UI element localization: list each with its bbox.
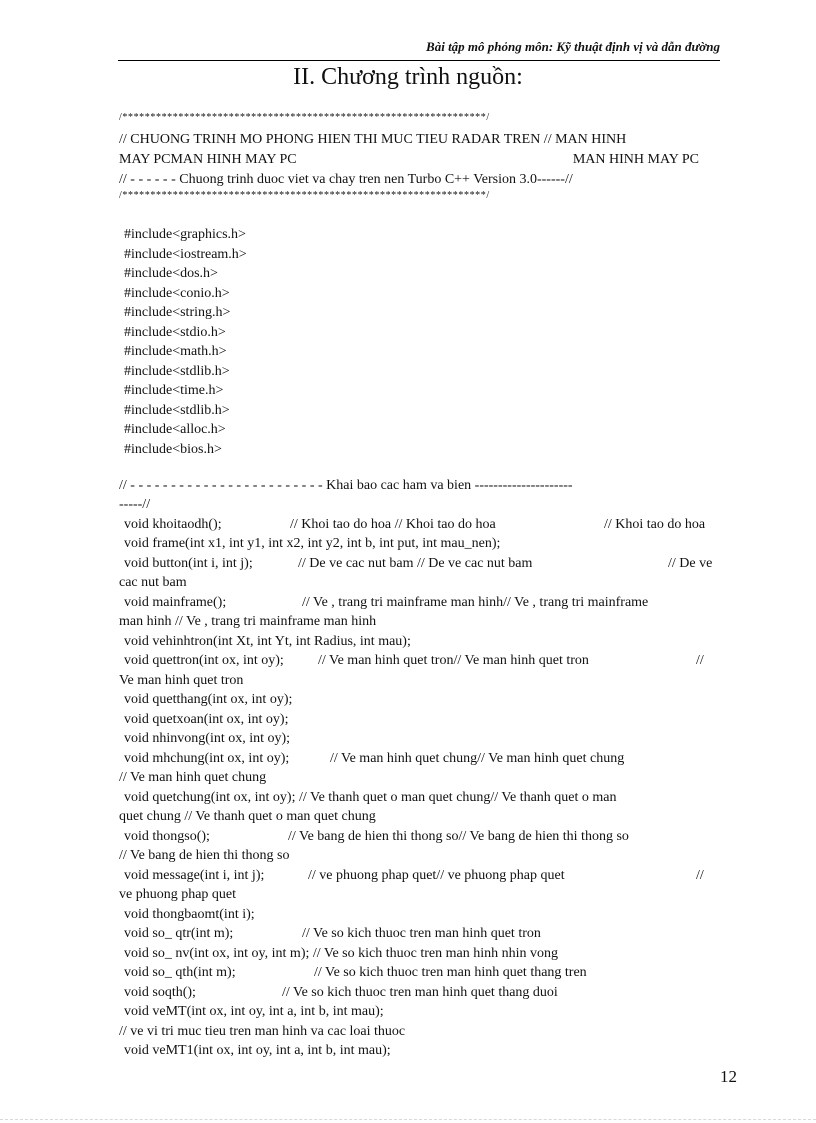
decl-comment: // De ve cac nut bam // De ve cac nut bam (298, 556, 533, 571)
include-line: #include<time.h> (124, 383, 224, 398)
decl-line: void so_ nv(int ox, int oy, int m); // Ve so kich thuoc tren man hinh nhin vong (124, 946, 558, 961)
decl-line (124, 749, 726, 768)
running-header: Bài tập mô phỏng môn: Kỹ thuật định vị và dẫn đường (426, 39, 720, 54)
decl-comment: // Ve bang de hien thi thong so// Ve bang de hien thi thong so (288, 829, 629, 844)
decl-code: void mainframe(); (124, 595, 227, 610)
decl-code: void so_ qtr(int m); (124, 926, 234, 941)
include-line: #include<bios.h> (124, 442, 222, 457)
decl-code: void soqth(); (124, 985, 196, 1000)
decl-code: void button(int i, int j); (124, 556, 253, 571)
decl-line (124, 827, 726, 846)
decl-code: void thongso(); (124, 829, 210, 844)
banner-stars-bottom: /*****************************************************************/ (119, 190, 490, 201)
decl-line (124, 866, 726, 885)
decl-continuation: ve phuong phap quet (119, 887, 237, 902)
decl-line (124, 651, 726, 670)
include-line: #include<conio.h> (124, 286, 230, 301)
page-bottom-edge (0, 1119, 816, 1120)
include-line: #include<alloc.h> (124, 422, 226, 437)
include-line: #include<dos.h> (124, 266, 218, 281)
decl-code: void quettron(int ox, int oy); (124, 653, 284, 668)
decl-comment: // Ve so kich thuoc tren man hinh quet thang duoi (282, 985, 558, 1000)
decl-line: void quetthang(int ox, int oy); (124, 692, 293, 707)
section-title: II. Chương trình nguồn: (293, 64, 523, 90)
decl-line: void vehinhtron(int Xt, int Yt, int Radius, int mau); (124, 634, 411, 649)
decl-code: void mhchung(int ox, int oy); (124, 751, 290, 766)
decl-comment: // (696, 868, 704, 883)
decl-continuation: quet chung // Ve thanh quet o man quet chung (119, 809, 376, 824)
header-rule (118, 60, 720, 61)
banner-stars-top: /*****************************************************************/ (119, 112, 490, 123)
decl-code: void khoitaodh(); (124, 517, 222, 532)
decl-line: void thongbaomt(int i); (124, 907, 255, 922)
decl-line (124, 983, 726, 1002)
banner-line-2-right: MAN HINH MAY PC (572, 152, 699, 167)
include-line: #include<graphics.h> (124, 227, 246, 242)
include-line: #include<stdlib.h> (124, 403, 230, 418)
decl-comment: // Ve man hinh quet chung// Ve man hinh quet chung (330, 751, 625, 766)
page-number: 12 (720, 1067, 737, 1086)
decl-comment-line: // - - - - - - - - - - - - - - - - - - - - - - - - Khai bao cac ham va bien --------------------- (119, 478, 573, 493)
decl-comment: // ve phuong phap quet// ve phuong phap quet (308, 868, 565, 883)
decl-line: void quetxoan(int ox, int oy); (124, 712, 289, 727)
decl-line (124, 963, 726, 982)
decl-comment: // Ve so kich thuoc tren man hinh quet tron (302, 926, 541, 941)
decl-line (124, 554, 726, 573)
banner-line-2-left: MAY PCMAN HINH MAY PC (119, 152, 297, 167)
include-line: #include<math.h> (124, 344, 227, 359)
decl-line (124, 593, 726, 612)
decl-line (124, 515, 726, 534)
decl-continuation: // Ve bang de hien thi thong so (119, 848, 290, 863)
decl-comment: // De ve (668, 556, 713, 571)
decl-comment: // Ve so kich thuoc tren man hinh quet thang tren (314, 965, 587, 980)
decl-comment: // Ve , trang tri mainframe man hinh// Ve , trang tri mainframe (302, 595, 649, 610)
decl-continuation: cac nut bam (119, 575, 187, 590)
decl-code: void message(int i, int j); (124, 868, 265, 883)
decl-line: void frame(int x1, int y1, int x2, int y2, int b, int put, int mau_nen); (124, 536, 501, 551)
banner-line-2 (119, 150, 721, 169)
decl-line: void veMT(int ox, int oy, int a, int b, int mau); (124, 1004, 384, 1019)
decl-comment: // Khoi tao do hoa // Khoi tao do hoa (290, 517, 496, 532)
decl-line (124, 924, 726, 943)
decl-line: void veMT1(int ox, int oy, int a, int b, int mau); (124, 1043, 391, 1058)
banner-line-3: // - - - - - - Chuong trinh duoc viet va chay tren nen Turbo C++ Version 3.0------// (119, 172, 573, 187)
decl-continuation: Ve man hinh quet tron (119, 673, 244, 688)
decl-continuation: // ve vi tri muc tieu tren man hinh va cac loai thuoc (119, 1024, 406, 1039)
include-line: #include<iostream.h> (124, 247, 247, 262)
decl-continuation: man hinh // Ve , trang tri mainframe man hinh (119, 614, 377, 629)
decl-line: void quetchung(int ox, int oy); // Ve thanh quet o man quet chung// Ve thanh quet o man (124, 790, 617, 805)
decl-code: void so_ qth(int m); (124, 965, 236, 980)
decl-comment-line: -----// (119, 497, 151, 512)
include-line: #include<stdlib.h> (124, 364, 230, 379)
banner-line-1: // CHUONG TRINH MO PHONG HIEN THI MUC TIEU RADAR TREN // MAN HINH (119, 132, 627, 147)
decl-comment: // (696, 653, 704, 668)
decl-continuation: // Ve man hinh quet chung (119, 770, 267, 785)
decl-comment: // Ve man hinh quet tron// Ve man hinh quet tron (318, 653, 589, 668)
include-line: #include<stdio.h> (124, 325, 226, 340)
decl-comment: // Khoi tao do hoa (604, 517, 706, 532)
decl-line: void nhinvong(int ox, int oy); (124, 731, 291, 746)
include-line: #include<string.h> (124, 305, 231, 320)
